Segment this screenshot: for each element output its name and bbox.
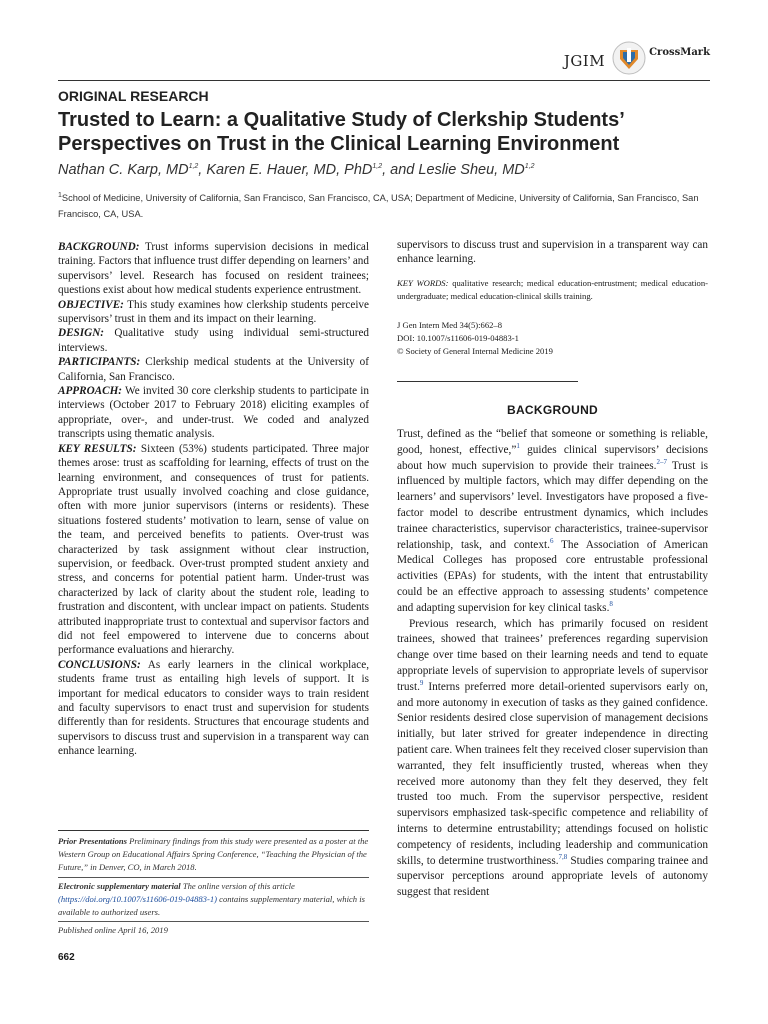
footnote-text: contains supplementary material, which is available to authorized users. xyxy=(58,893,365,918)
citation-copyright: © Society of General Internal Medicine 2019 xyxy=(397,345,553,356)
abstract-text: This study examines how clerkship students perceive supervisors’ trust in them and its impact on their learning. xyxy=(58,298,369,326)
reference-link[interactable]: 2–7 xyxy=(656,457,667,466)
author-name: Karen E. Hauer, MD, PhD xyxy=(206,162,373,178)
body-text-segment: The Association of American Medical Colleges has proposed core entrustable professional activities (EPAs) for students, with the intent that entrustability could be an effective approach to assessing students’ competence and adapting supervision for key clinical tasks. xyxy=(397,538,708,614)
supplementary-link[interactable]: (https://doi.org/10.1007/s11606-019-04883-1) xyxy=(58,893,217,904)
footnote-prior-presentations xyxy=(58,835,369,875)
abstract-section xyxy=(58,658,369,758)
author-separator: , and xyxy=(382,162,419,178)
affiliations: $^1$School of Medicine, University of California, San Francisco, San Francisco, CA, USA; Department of Medicine, University of California, San Francisco, San Francisco, CA, USA. xyxy=(58,191,699,219)
footnote-separator xyxy=(58,921,369,922)
abstract-text: Sixteen (53%) students participated. Three major themes arose: trust as scaffolding for learning, effects of trust on the learning environment, and consequences of trust for patients. Appropriate trust usually involved coaching and close guidance, often with more junior supervisors (interns or residents). These situations fostered students’ motivation to learn, sense of value on the team, and perceived benefits to patients. Over-trust was characterized by task assignment without clear instruction, supervision, or feedback. Over-trust prompted student anxiety and stress, and concerns for potential patient harm. Under-trust was characterized by lack of clarity about the student role, leading to frustration and discontent, with unclear impact on patients. Students attributed inappropriate trust to contextual and supervisor factors and did not feel empowered to intervene due to concerns about performance evaluations and hierarchy. xyxy=(58,442,370,657)
footnote-esm xyxy=(58,880,369,920)
footnote-text: The online version of this article xyxy=(182,880,295,891)
body-paragraph xyxy=(397,427,708,617)
reference-link[interactable]: 6 xyxy=(549,536,554,545)
section-label: ORIGINAL RESEARCH xyxy=(58,88,209,104)
abstract-label: OBJECTIVE: xyxy=(58,298,124,311)
abstract-section xyxy=(58,355,369,384)
footnotes xyxy=(58,835,369,937)
abstract-section xyxy=(58,240,369,298)
body-text xyxy=(397,427,708,901)
abstract-label: PARTICIPANTS: xyxy=(58,356,141,369)
citation-divider xyxy=(397,381,578,382)
abstract-text: As early learners in the clinical workplace, students frame trust as entailing high levels of support. It is important for medical educators to consider ways to train resident and faculty supervisors to enact trust and supervision for students differently than for residents. Structures that encourage students and supervisors to discuss trust and supervision in a transparent way can enhance learning. xyxy=(58,658,369,758)
footnote-label: Prior Presentations xyxy=(58,836,127,846)
author-list xyxy=(58,162,718,178)
body-text-segment: Studies comparing trainee and supervisor perceptions around appropriate levels of autonomy suggest that resident xyxy=(397,854,708,899)
crossmark-icon[interactable] xyxy=(611,40,647,76)
abstract-section xyxy=(58,384,369,442)
abstract-continuation-block xyxy=(397,238,708,358)
page-number: 662 xyxy=(58,952,75,963)
affiliation-text: School of Medicine, University of California, San Francisco, San Francisco, CA, USA; Department of Medicine, University of California, San Francisco, San Francisco, CA, USA. xyxy=(58,193,699,219)
abstract-section xyxy=(58,326,369,355)
abstract-text: Qualitative study using individual semi-structured interviews. xyxy=(58,327,370,354)
abstract-continuation: supervisors to discuss trust and supervision in a transparent way can enhance learning. xyxy=(397,239,708,266)
journal-name: JGIM xyxy=(563,52,606,70)
abstract-text: We invited 30 core clerkship students to participate in interviews (October 2017 to February 2018) eliciting examples of appropriate, over-, and under-trust. We coded and analyzed transcripts using thematic analysis. xyxy=(58,385,369,441)
abstract-text: Trust informs supervision decisions in medical training. Factors that influence trust differ depending on learners’ and supervisors’ level. Research has focused on resident trainees; questions exist about how medical students experience entrustment. xyxy=(58,241,369,297)
abstract-text: Clerkship medical students at the University of California, San Francisco. xyxy=(58,356,370,383)
body-paragraph xyxy=(397,617,708,901)
footnote-divider xyxy=(58,830,369,831)
abstract-label: KEY RESULTS: xyxy=(58,442,137,455)
abstract-label: DESIGN: xyxy=(58,327,105,340)
body-text-segment: Trust, defined as the “belief that someone or something is reliable, good, honest, effective,” xyxy=(397,428,708,456)
reference-link[interactable]: 9 xyxy=(419,678,424,687)
body-text-segment: guides clinical supervisors’ decisions about how much supervision to provide their trainees. xyxy=(397,443,708,472)
author-affiliation-ref: 1,2 xyxy=(372,163,383,171)
abstract xyxy=(58,240,370,758)
footnote-label: Electronic supplementary material xyxy=(58,880,181,891)
author-name: Nathan C. Karp, MD xyxy=(58,162,189,178)
author-separator: , xyxy=(198,162,207,178)
masthead xyxy=(564,38,710,78)
body-text-segment: Interns preferred more detail-oriented supervisors early on, and more autonomy in execution of tasks as they gained confidence. Senior residents desired close supervision of management decisions initially, but later strived for greater independence in directing patient care. When trainees felt they received closer supervision than warranted, they felt insufficiently trusted, whereas when they received more autonomy than they felt they deserved, they felt trusted too much. From the supervisor perspective, resident supervisors emphasized task-specific competence and reliability of interns to determine entrustability; attendings focused on holistic competency of residents, including leadership and communication skills, to determine trustworthiness. xyxy=(397,680,708,867)
citation-doi[interactable]: DOI: 10.1007/s11606-019-04883-1 xyxy=(397,332,519,343)
body-text-segment: Previous research, which has primarily focused on resident trainees, showed that trainees’ preferences regarding supervision change over time based on their learning needs and tend to equate appropriate levels of supervision to appropriate levels of supervisor trust. xyxy=(397,617,708,693)
author-affiliation-ref: 1,2 xyxy=(188,163,199,171)
author-name: Leslie Sheu, MD xyxy=(418,162,525,178)
reference-link[interactable]: 7,8 xyxy=(558,852,568,861)
section-heading-background: BACKGROUND xyxy=(507,403,598,417)
keywords-label: KEY WORDS: xyxy=(397,277,449,288)
footnote-separator xyxy=(58,877,369,878)
crossmark-label[interactable]: CrossMark xyxy=(649,46,710,58)
abstract-section xyxy=(58,442,369,658)
citation-journal: J Gen Intern Med 34(5):662–8 xyxy=(397,319,503,330)
header-divider xyxy=(58,80,710,81)
article-title: Trusted to Learn: a Qualitative Study of Clerkship Students’ Perspectives on Trust in the Clinical Learning Environment xyxy=(58,109,624,155)
body-text-segment: Trust is influenced by multiple factors, which may differ depending on the learners’ and supervisors’ level. Investigators have proposed a five-factor model to describe entrustment dynamics, which includes trainee characteristics, supervisor characteristics, trainee-supervisor relationship, task, and context. xyxy=(397,459,708,551)
abstract-label: BACKGROUND: xyxy=(58,241,140,253)
author-affiliation-ref: 1,2 xyxy=(524,163,535,171)
abstract-section xyxy=(58,298,369,327)
reference-link[interactable]: 1 xyxy=(516,442,520,451)
footnote-text: Preliminary findings from this study were presented as a poster at the Western Group on Educational Affairs Spring Conference, “Teaching the Physician of the Future,” in Denver, CO, in March 2018. xyxy=(58,836,369,873)
reference-link[interactable]: 8 xyxy=(609,600,613,608)
abstract-label: APPROACH: xyxy=(58,385,123,398)
published-date: Published online April 16, 2019 xyxy=(58,925,168,936)
abstract-label: CONCLUSIONS: xyxy=(58,658,141,671)
keywords xyxy=(397,277,708,303)
keywords-text: qualitative research; medical education-entrustment; medical education-undergraduate; medical education-clinical skills training. xyxy=(397,277,709,301)
